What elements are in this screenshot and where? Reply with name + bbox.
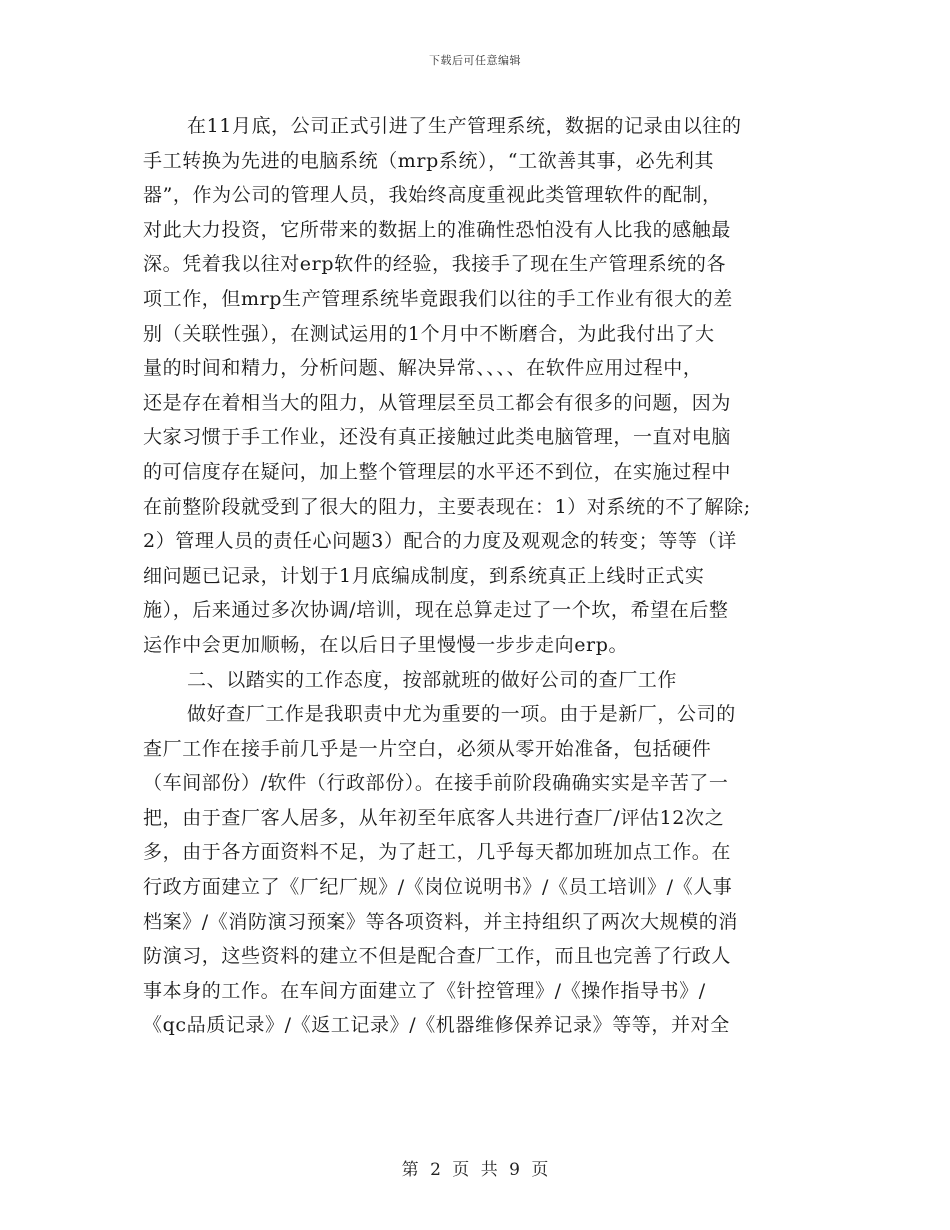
text-line: 做好查厂工作是我职责中尤为重要的一项。由于是新厂，公司的 (187, 703, 736, 726)
text-line: 多，由于各方面资料不足，为了赶工，几乎每天都加班加点工作。在 (143, 841, 732, 864)
text-line: 运作中会更加顺畅，在以后日子里慢慢一步步走向erp。 (143, 633, 629, 656)
text-line: 深。凭着我以往对erp软件的经验，我接手了现在生产管理系统的各 (143, 253, 727, 276)
text-line: （车间部份）/软件（行政部份）。在接手前阶段确确实实是辛苦了一 (143, 772, 729, 795)
text-line: 2）管理人员的责任心问题3）配合的力度及观观念的转变；等等（详 (143, 530, 737, 553)
text-line: 手工转换为先进的电脑系统（mrp系统），“工欲善其事，必先利其 (143, 149, 715, 172)
text-line: 别（关联性强），在测试运用的1个月中不断磨合，为此我付出了大 (143, 322, 715, 345)
text-line: 的可信度存在疑问，加上整个管理层的水平还不到位，在实施过程中 (143, 460, 732, 483)
text-line: 在前整阶段就受到了很大的阻力，主要表现在：1）对系统的不了解除; (143, 495, 751, 518)
text-line: 在11月底，公司正式引进了生产管理系统，数据的记录由以往的 (187, 115, 742, 137)
text-line: 施），后来通过多次协调/培训，现在总算走过了一个坎，希望在后整 (143, 599, 729, 622)
text-line: 细问题已记录，计划于1月底编成制度，到系统真正上线时正式实 (143, 564, 705, 587)
text-line: 还是存在着相当大的阻力，从管理层至员工都会有很多的问题，因为 (143, 391, 732, 414)
text-line: 器”，作为公司的管理人员，我始终高度重视此类管理软件的配制， (143, 184, 722, 207)
document-body (143, 109, 815, 1043)
text-line: 量的时间和精力，分析问题、解决异常、、、、在软件应用过程中， (143, 357, 703, 380)
text-line: 防演习，这些资料的建立不但是配合查厂工作，而且也完善了行政人 (143, 945, 732, 968)
text-line: 行政方面建立了《厂纪厂规》/《岗位说明书》/《员工培训》/《人事 (143, 876, 733, 899)
text-line: 对此大力投资，它所带来的数据上的准确性恐怕没有人比我的感触最 (143, 218, 732, 241)
text-line: 档案》/《消防演习预案》等各项资料，并主持组织了两次大规模的消 (143, 910, 739, 933)
text-line: 把，由于查厂客人居多，从年初至年底客人共进行查厂/评估12次之 (143, 806, 725, 829)
text-line: 大家习惯于手工作业，还没有真正接触过此类电脑管理，一直对电脑 (143, 426, 732, 449)
text-line: 事本身的工作。在车间方面建立了《针控管理》/《操作指导书》/ (143, 979, 706, 1002)
text-line: 《qc品质记录》/《返工记录》/《机器维修保养记录》等等，并对全 (143, 1014, 730, 1037)
text-line: 查厂工作在接手前几乎是一片空白，必须从零开始准备，包括硬件 (143, 737, 712, 760)
page-header-note: 下载后可任意编辑 (429, 54, 521, 67)
section-heading: 二、以踏实的工作态度，按部就班的做好公司的查厂工作 (187, 668, 678, 691)
text-line: 项工作，但mrp生产管理系统毕竟跟我们以往的手工作业有很大的差 (143, 287, 733, 310)
page-number: 第 2 页 共 9 页 (401, 1160, 549, 1180)
